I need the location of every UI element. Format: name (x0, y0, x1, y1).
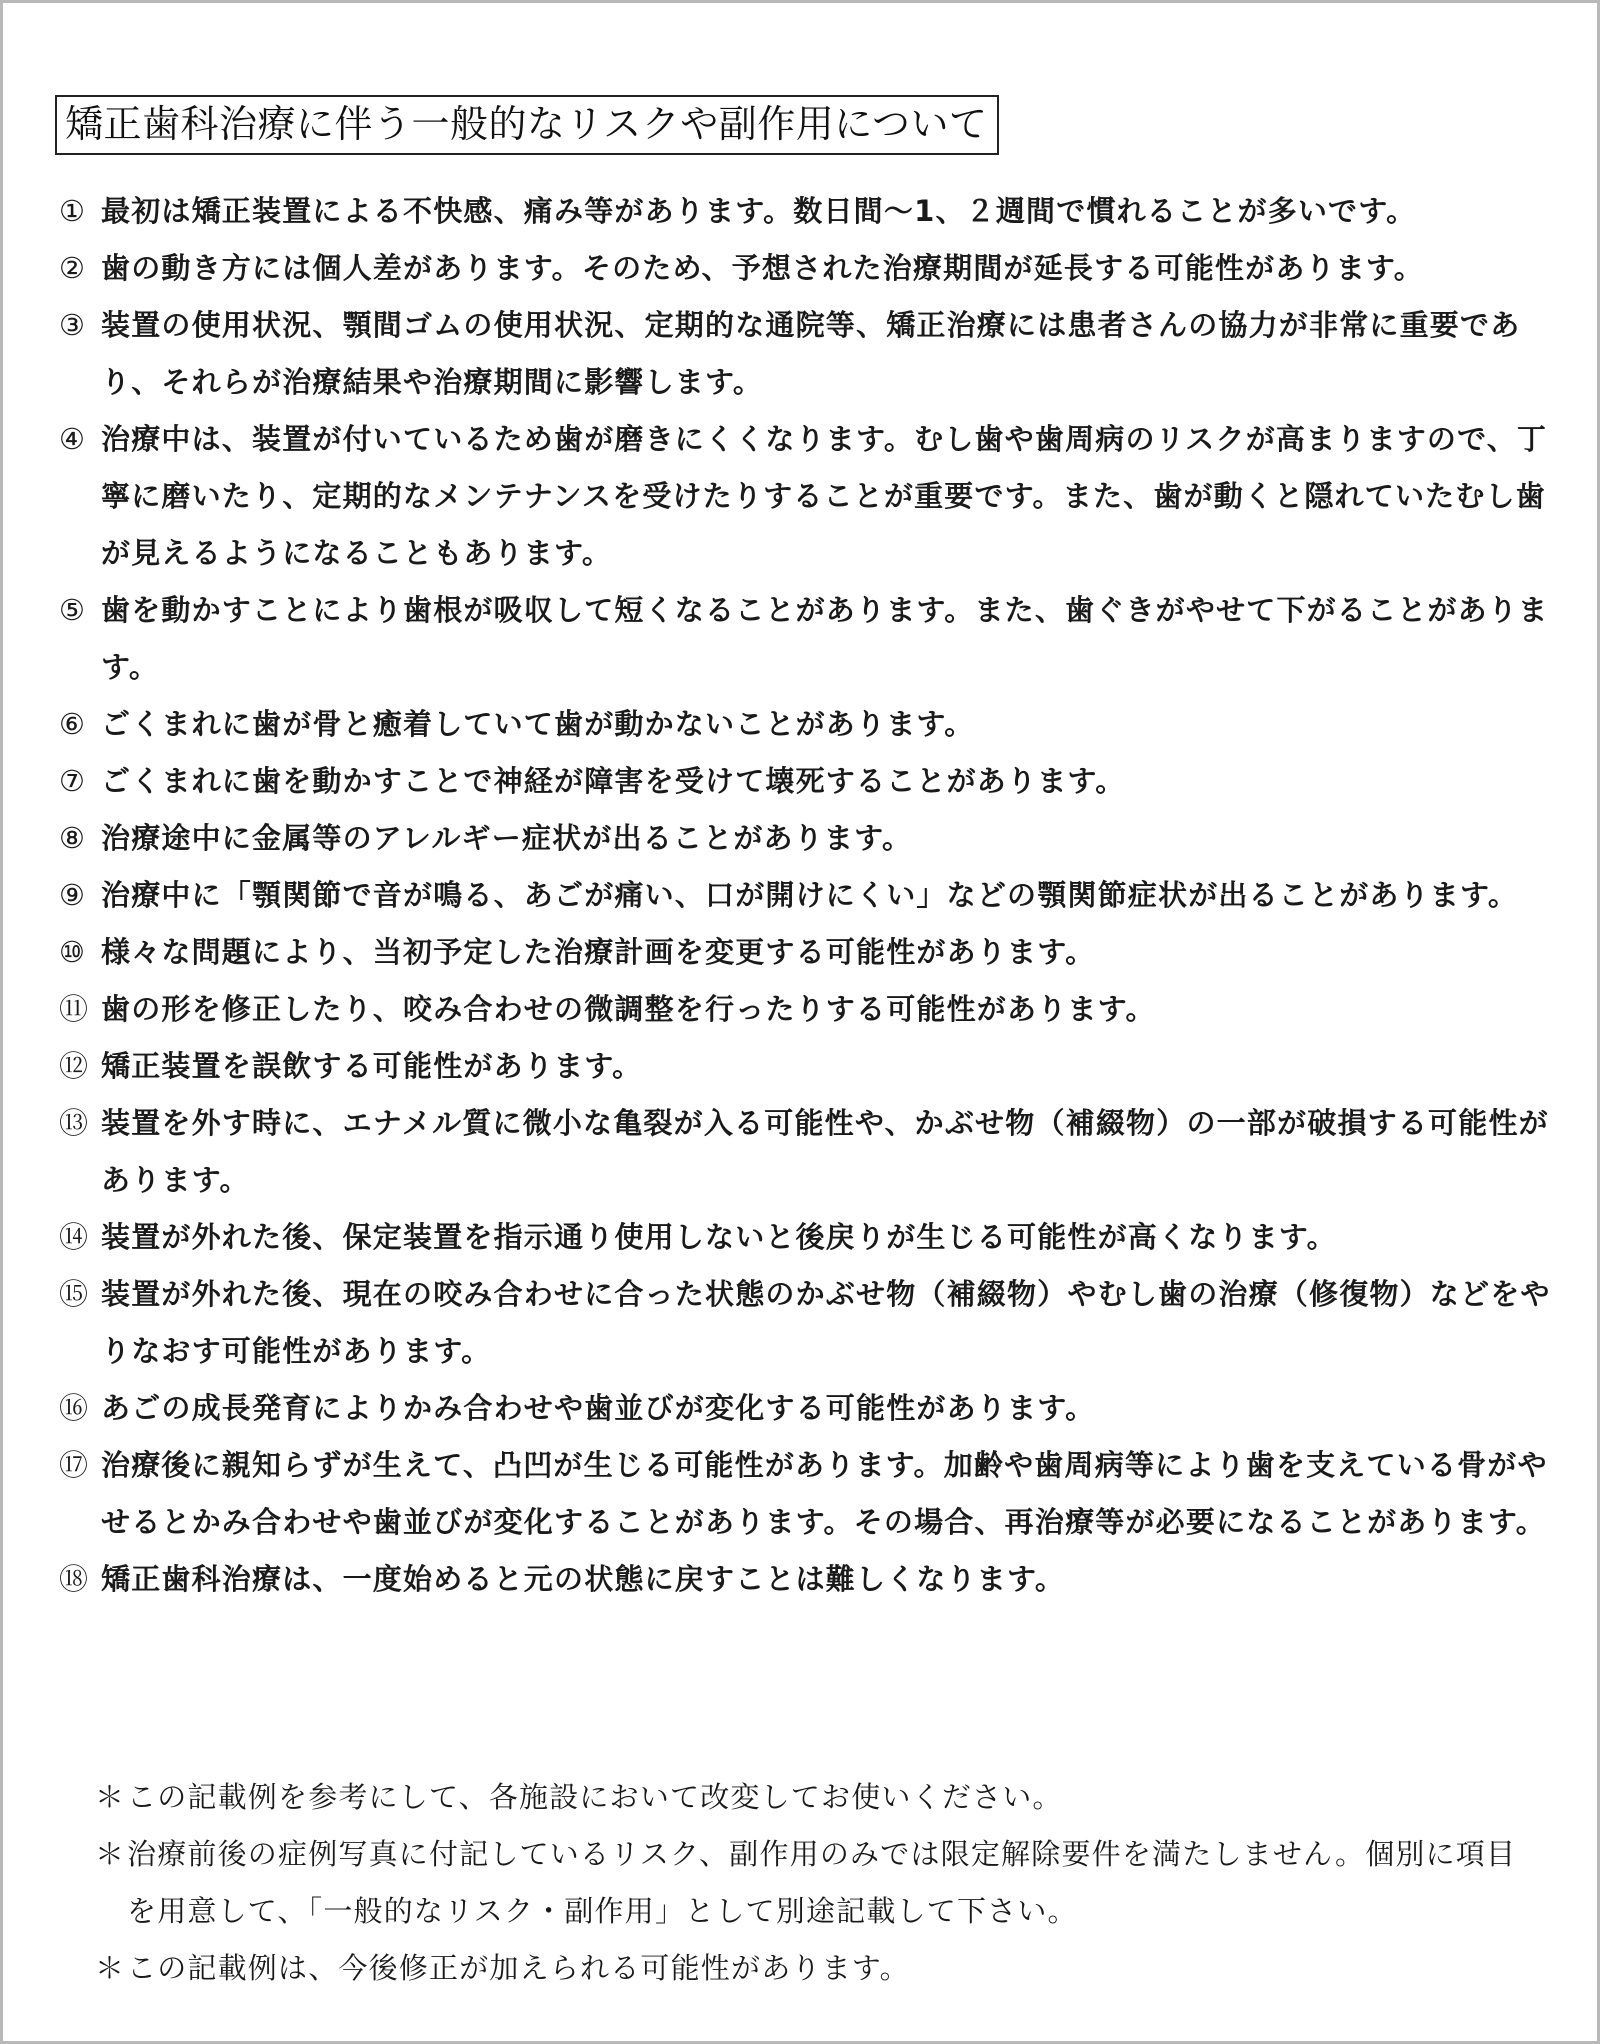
item-number: ⑬ (59, 1106, 90, 1140)
item-text: 治療中は、装置が付いているため歯が磨きにくくなります。むし歯や歯周病のリスクが高まりますので、丁寧に磨いたり、定期的なメンテナンスを受けたりすることが重要です。また、歯が動くと隠れていたむし歯が見えるようになることもあります。 (101, 422, 1548, 570)
item-number: ⑭ (59, 1220, 90, 1254)
note-text: 治療前後の症例写真に付記しているリスク、副作用のみでは限定解除要件を満たしません。個別に項目を用意して、「一般的なリスク・副作用」として別途記載して下さい。 (127, 1837, 1517, 1928)
item-number: ④ (59, 422, 87, 456)
item-number: ⑨ (59, 878, 87, 912)
note-text: この記載例は、今後修正が加えられる可能性があります。 (127, 1951, 910, 1985)
notes-list (95, 1769, 1535, 1997)
item-number: ⑱ (59, 1562, 90, 1596)
note-2 (95, 1826, 1535, 1940)
item-text: 歯の形を修正したり、咬み合わせの微調整を行ったりする可能性があります。 (101, 992, 1156, 1026)
item-text: 最初は矯正装置による不快感、痛み等があります。数日間～1、２週間で慣れることが多いです。 (101, 194, 1417, 228)
item-text: 歯の動き方には個人差があります。そのため、予想された治療期間が延長する可能性があります。 (101, 251, 1425, 285)
item-text: 矯正装置を誤飲する可能性があります。 (101, 1049, 643, 1083)
risk-list (59, 183, 1559, 1608)
note-text: この記載例を参考にして、各施設において改変してお使いください。 (127, 1780, 1063, 1814)
risk-item-15 (59, 1266, 1559, 1380)
item-number: ⑰ (59, 1448, 90, 1482)
item-number: ⑤ (59, 593, 87, 627)
item-text: 装置を外す時に、エナメル質に微小な亀裂が入る可能性や、かぶせ物（補綴物）の一部が破損する可能性があります。 (101, 1106, 1549, 1197)
risk-item-16 (59, 1380, 1559, 1437)
risk-item-8 (59, 810, 1559, 867)
risk-item-14 (59, 1209, 1559, 1266)
item-text: 治療後に親知らずが生えて、凸凹が生じる可能性があります。加齢や歯周病等により歯を支えている骨がやせるとかみ合わせや歯並びが変化することがあります。その場合、再治療等が必要になることがあります。 (101, 1448, 1548, 1539)
item-number: ⑪ (59, 992, 90, 1026)
item-number: ⑯ (59, 1391, 90, 1425)
risk-item-6 (59, 696, 1559, 753)
item-text: 治療途中に金属等のアレルギー症状が出ることがあります。 (101, 821, 913, 855)
risk-item-5 (59, 582, 1559, 696)
asterisk-mark: ＊ (95, 1951, 126, 1985)
item-text: あごの成長発育によりかみ合わせや歯並びが変化する可能性があります。 (101, 1391, 1096, 1425)
item-text: 装置が外れた後、現在の咬み合わせに合った状態のかぶせ物（補綴物）やむし歯の治療（修復物）などをやりなおす可能性があります。 (101, 1277, 1551, 1368)
item-number: ⑦ (59, 764, 87, 798)
item-number: ⑥ (59, 707, 87, 741)
item-number: ① (59, 194, 87, 228)
asterisk-mark: ＊ (95, 1780, 126, 1814)
risk-item-12 (59, 1038, 1559, 1095)
item-number: ⑧ (59, 821, 87, 855)
item-text: ごくまれに歯が骨と癒着していて歯が動かないことがあります。 (101, 707, 975, 741)
item-text: 治療中に「顎関節で音が鳴る、あごが痛い、口が開けにくい」などの顎関節症状が出ることがあります。 (101, 878, 1519, 912)
item-text: 様々な問題により、当初予定した治療計画を変更する可能性があります。 (101, 935, 1096, 969)
risk-item-2 (59, 240, 1559, 297)
item-text: ごくまれに歯を動かすことで神経が障害を受けて壊死することがあります。 (101, 764, 1126, 798)
risk-item-1 (59, 183, 1559, 240)
risk-item-11 (59, 981, 1559, 1038)
item-text: 矯正歯科治療は、一度始めると元の状態に戻すことは難しくなります。 (101, 1562, 1066, 1596)
risk-item-3 (59, 297, 1559, 411)
risk-item-9 (59, 867, 1559, 924)
item-number: ⑮ (59, 1277, 90, 1311)
item-number: ⑩ (59, 935, 87, 969)
item-number: ③ (59, 308, 87, 342)
note-3 (95, 1940, 1535, 1997)
risk-item-7 (59, 753, 1559, 810)
note-1 (95, 1769, 1535, 1826)
item-text: 装置が外れた後、保定装置を指示通り使用しないと後戻りが生じる可能性が高くなります。 (101, 1220, 1337, 1254)
risk-item-4 (59, 411, 1559, 582)
document-title: 矯正歯科治療に伴う一般的なリスクや副作用について (55, 95, 999, 155)
risk-item-10 (59, 924, 1559, 981)
risk-item-13 (59, 1095, 1559, 1209)
item-number: ② (59, 251, 87, 285)
item-text: 装置の使用状況、顎間ゴムの使用状況、定期的な通院等、矯正治療には患者さんの協力が非常に重要であり、それらが治療結果や治療期間に影響します。 (101, 308, 1521, 399)
item-text: 歯を動かすことにより歯根が吸収して短くなることがあります。また、歯ぐきがやせて下がることがあります。 (101, 593, 1549, 684)
asterisk-mark: ＊ (95, 1837, 126, 1871)
risk-item-17 (59, 1437, 1559, 1551)
item-number: ⑫ (59, 1049, 90, 1083)
risk-item-18 (59, 1551, 1559, 1608)
